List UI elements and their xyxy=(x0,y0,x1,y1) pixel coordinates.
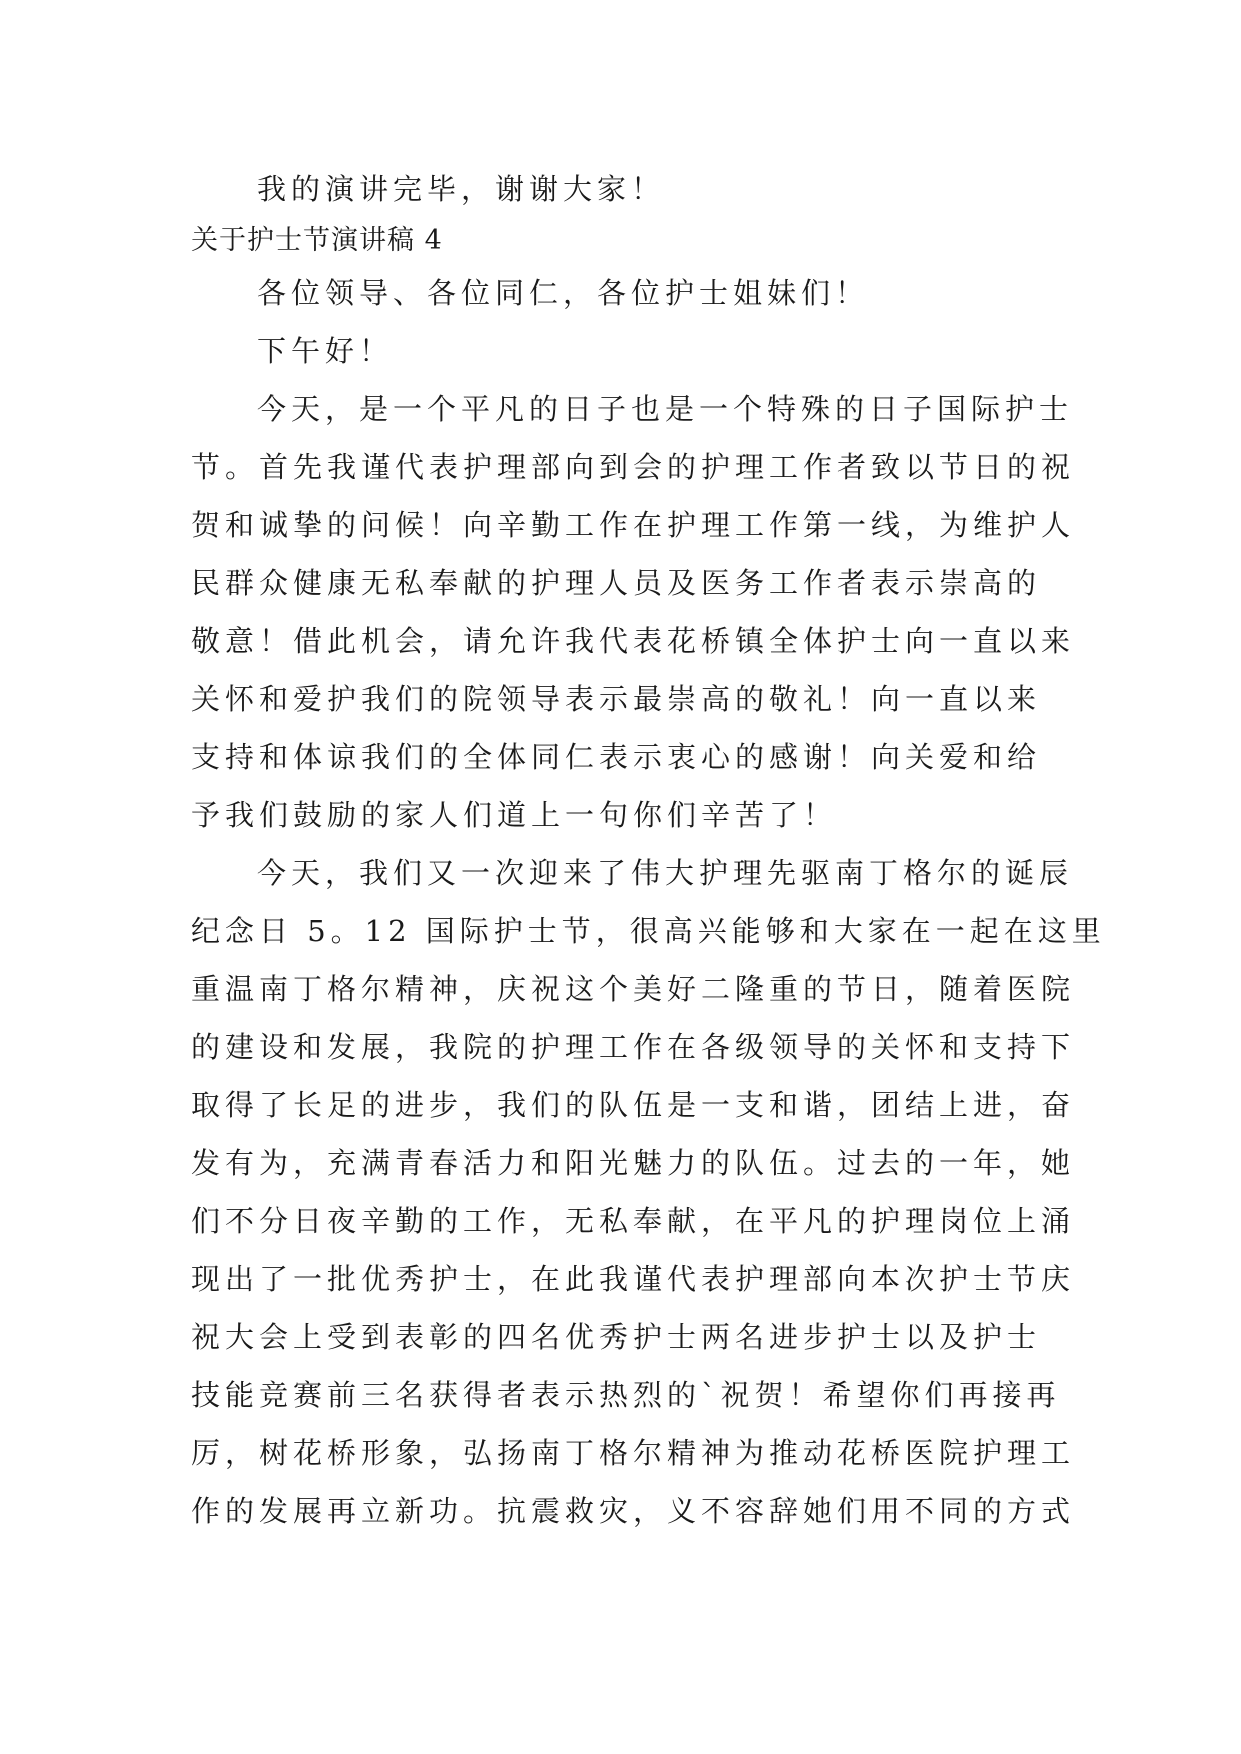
paragraph-line: 现出了一批优秀护士，在此我谨代表护理部向本次护士节庆 xyxy=(191,1262,1076,1296)
paragraph-1 xyxy=(191,380,1076,844)
paragraph-line: 纪念日 5。12 国际护士节，很高兴能够和大家在一起在这里 xyxy=(191,914,1106,948)
paragraph-line: 技能竞赛前三名获得者表示热烈的`祝贺！希望你们再接再 xyxy=(191,1378,1061,1412)
closing-line: 我的演讲完毕，谢谢大家！ xyxy=(257,172,666,206)
paragraph-line: 贺和诚挚的问候！向辛勤工作在护理工作第一线，为维护人 xyxy=(191,508,1076,542)
paragraph-line: 今天，是一个平凡的日子也是一个特殊的日子国际护士 xyxy=(257,392,1074,426)
paragraph-line: 予我们鼓励的家人们道上一句你们辛苦了！ xyxy=(191,798,838,832)
paragraph-line: 支持和体谅我们的全体同仁表示衷心的感谢！向关爱和给 xyxy=(191,740,1042,774)
greeting-line: 下午好！ xyxy=(257,334,394,368)
paragraph-line: 重温南丁格尔精神，庆祝这个美好二隆重的节日，随着医院 xyxy=(191,972,1076,1006)
paragraph-line: 发有为，充满青春活力和阳光魅力的队伍。过去的一年，她 xyxy=(191,1146,1076,1180)
paragraph-line: 关怀和爱护我们的院领导表示最崇高的敬礼！向一直以来 xyxy=(191,682,1042,716)
document-body xyxy=(191,160,1106,1540)
paragraph-line: 厉，树花桥形象，弘扬南丁格尔精神为推动花桥医院护理工 xyxy=(191,1436,1076,1470)
paragraph-line: 们不分日夜辛勤的工作，无私奉献，在平凡的护理岗位上涌 xyxy=(191,1204,1076,1238)
paragraph-line: 节。首先我谨代表护理部向到会的护理工作者致以节日的祝 xyxy=(191,450,1076,484)
section-title: 关于护士节演讲稿 4 xyxy=(191,225,443,256)
paragraph-line: 作的发展再立新功。抗震救灾，义不容辞她们用不同的方式 xyxy=(191,1494,1076,1528)
paragraph-line: 的建设和发展，我院的护理工作在各级领导的关怀和支持下 xyxy=(191,1030,1076,1064)
paragraph-line: 敬意！借此机会，请允许我代表花桥镇全体护士向一直以来 xyxy=(191,624,1076,658)
paragraph-line: 民群众健康无私奉献的护理人员及医务工作者表示崇高的 xyxy=(191,566,1042,600)
paragraph-line: 今天，我们又一次迎来了伟大护理先驱南丁格尔的诞辰 xyxy=(257,856,1074,890)
paragraph-line: 祝大会上受到表彰的四名优秀护士两名进步护士以及护士 xyxy=(191,1320,1042,1354)
salutation-line: 各位领导、各位同仁，各位护士姐妹们！ xyxy=(257,276,870,310)
paragraph-2 xyxy=(191,844,1106,1540)
paragraph-line: 取得了长足的进步，我们的队伍是一支和谐，团结上进，奋 xyxy=(191,1088,1076,1122)
